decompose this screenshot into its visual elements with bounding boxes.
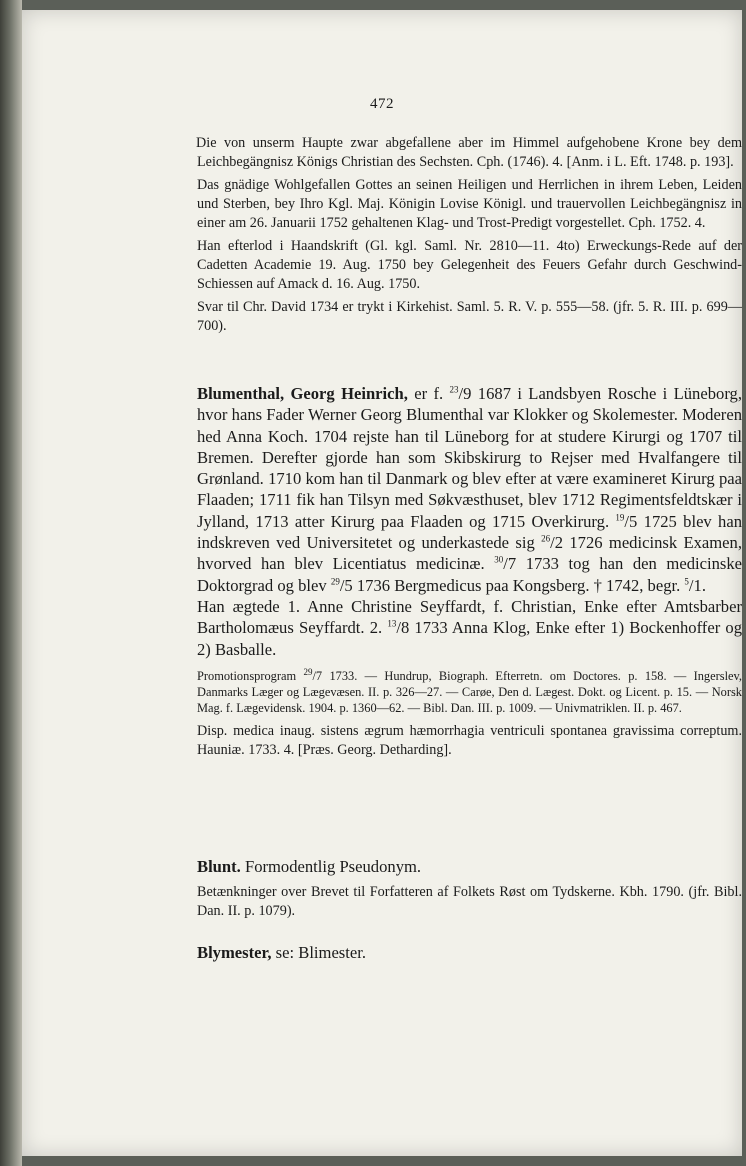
blumenthal-entry: [197, 383, 742, 760]
blumenthal-dissertation: Disp. medica inaug. sistens ægrum hæmorrhagia ventriculi spontanea gravissima correptum. Hauniæ. 1733. 4. [Præs. Georg. Detharding].: [197, 722, 742, 758]
title-entry-2: Das gnädige Wohlgefallen Gottes an seinen Heiligen und Herrlichen in ihrem Leben, Leiden und Sterben, bey Ihro Kgl. Maj. Königin Lovise Königl. und trauervollen Leichbegängnisz in einer am 26. Januarii 1752 gehaltenen Klag- und Trost-Predigt vorgestellet. Cph. 1752. 4.: [197, 177, 742, 231]
title-entry-4: Svar til Chr. David 1734 er trykt i Kirkehist. Saml. 5. R. V. p. 555—58. (jfr. 5. R. III. p. 699—700).: [197, 299, 742, 334]
blunt-heading: Blunt. Formodentlig Pseudonym.: [197, 857, 422, 876]
blymester-heading: Blymester, se: Blimester.: [197, 943, 366, 962]
titles-block: [197, 134, 742, 336]
page-number: 472: [370, 96, 394, 112]
blymester-entry: [197, 942, 742, 963]
title-entry-1: Die von unserm Haupte zwar abgefallene aber im Himmel aufgehobene Krone bey dem Leichbegängnisz Königs Christian des Sechsten. Cph. (1746). 4. [Anm. i L. Eft. 1748. p. 193].: [196, 135, 742, 170]
book-page: [22, 10, 742, 1156]
blunt-work: Betænkninger over Brevet til Forfatteren af Folkets Røst om Tydskerne. Kbh. 1790. (jfr. Bibl. Dan. II. p. 1079).: [197, 884, 742, 920]
headword-blymester: Blymester,: [197, 943, 272, 962]
blumenthal-biography: Blumenthal, Georg Heinrich, er f. $^{23}$/9 1687 i Landsbyen Rosche i Lüneborg, hvor hans Fader Werner Georg Blumenthal var Klokker og Skolemester. Moderen hed Anna Koch. 1704 rejste han til Lüneborg for at studere Kirurgi og 1707 til Bremen. Derefter gjorde han som Skibskirurg to Rejser med Hvalfangere til Grønland. 1710 kom han til Danmark og blev efter at være examineret Kirurg paa Flaaden; 1711 fik han Tilsyn med Søkvæsthuset, blev 1712 Regimentsfeldtskær i Jylland, 1713 atter Kirurg paa Flaaden og 1715 Overkirurg. $^{19}$/5 1725 blev han indskreven ved Universitetet og underkastede sig $^{26}$/2 1726 medicinsk Examen, hvorved han blev Licentiatus medicinæ. $^{30}$/7 1733 tog han den medicinske Doktorgrad og blev $^{29}$/5 1736 Bergmedicus paa Kongsberg. † 1742, begr. $^5$/1.: [197, 384, 742, 595]
title-entry-3: Han efterlod i Haandskrift (Gl. kgl. Saml. Nr. 2810—11. 4to) Erweckungs-Rede auf der Cadetten Academie 19. Aug. 1750 bey Gelegenheit des Feuers Gefahr durch Geschwind-Schiessen auf Amack d. 16. Aug. 1750.: [197, 238, 742, 292]
book-gutter: [0, 0, 22, 1166]
blumenthal-marriage: Han ægtede 1. Anne Christine Seyffardt, f. Christian, Enke efter Amtsbarber Bartholomæus Seyffardt. 2. $^{13}$/8 1733 Anna Klog, Enke efter 1) Bockenhoffer og 2) Basballe.: [197, 596, 742, 659]
blunt-entry: [197, 856, 742, 921]
headword-blumenthal: Blumenthal, Georg Heinrich,: [197, 384, 408, 403]
headword-blunt: Blunt.: [197, 857, 241, 876]
blumenthal-references: Promotionsprogram $^{29}$/7 1733. — Hundrup, Biograph. Efterretn. om Doctores. p. 158. — Ingerslev, Danmarks Læger og Lægevæsen. II. p. 326—27. — Carøe, Den d. Lægest. Dokt. og Licent. p. 15. — Norsk Mag. f. Lægevidensk. 1904. p. 1360—62. — Bibl. Dan. III. p. 1009. — Univmatriklen. II. p. 467.: [197, 666, 743, 715]
